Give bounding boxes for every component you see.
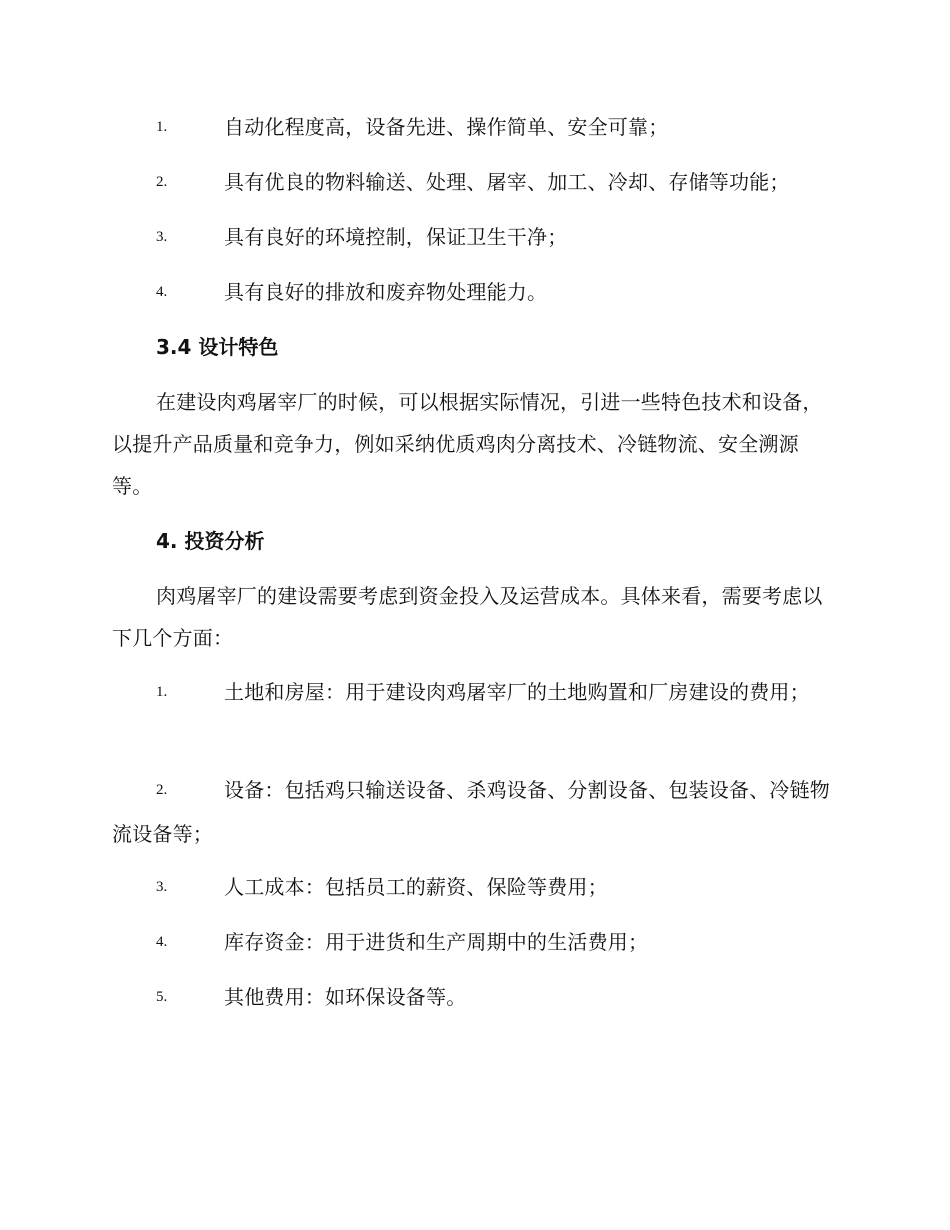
list-number: 4.	[156, 934, 168, 950]
list-item	[112, 920, 832, 964]
list-text: 自动化程度高，设备先进、操作简单、安全可靠；	[224, 115, 669, 139]
list-number: 2.	[156, 174, 168, 190]
list-text: 具有良好的排放和废弃物处理能力。	[224, 280, 548, 304]
list-item	[112, 270, 832, 314]
list-text: 具有优良的物料输送、处理、屠宰、加工、冷却、存储等功能；	[224, 170, 790, 194]
document-page	[112, 0, 832, 1230]
list-item	[112, 670, 832, 714]
list-text: 其他费用：如环保设备等。	[224, 985, 467, 1009]
list-number: 3.	[156, 879, 168, 895]
list-item	[112, 768, 832, 856]
list-text: 库存资金：用于进货和生产周期中的生活费用；	[224, 930, 649, 954]
section-heading: 4. 投资分析	[156, 529, 265, 553]
list-number: 1.	[156, 119, 168, 135]
section-heading: 3.4 设计特色	[156, 335, 279, 359]
list-item	[112, 105, 832, 149]
list-number: 4.	[156, 284, 168, 300]
list-text: 具有良好的环境控制，保证卫生干净；	[224, 225, 568, 249]
list-text: 土地和房屋：用于建设肉鸡屠宰厂的土地购置和厂房建设的费用；	[224, 680, 810, 704]
list-text: 人工成本：包括员工的薪资、保险等费用；	[224, 875, 608, 899]
section-paragraph: 肉鸡屠宰厂的建设需要考虑到资金投入及运营成本。具体来看，需要考虑以下几个方面：	[112, 584, 823, 650]
list-item	[112, 865, 832, 909]
section-paragraph: 在建设肉鸡屠宰厂的时候，可以根据实际情况，引进一些特色技术和设备，以提升产品质量和竞争力，例如采纳优质鸡肉分离技术、冷链物流、安全溯源等。	[112, 390, 823, 498]
list-number: 2.	[156, 782, 168, 798]
list-text: 设备：包括鸡只输送设备、杀鸡设备、分割设备、包装设备、冷链物流设备等；	[112, 778, 830, 846]
list-item	[112, 215, 832, 259]
list-number: 5.	[156, 989, 168, 1005]
list-item	[112, 975, 832, 1019]
list-number: 3.	[156, 229, 168, 245]
list-number: 1.	[156, 684, 168, 700]
list-item	[112, 160, 832, 204]
